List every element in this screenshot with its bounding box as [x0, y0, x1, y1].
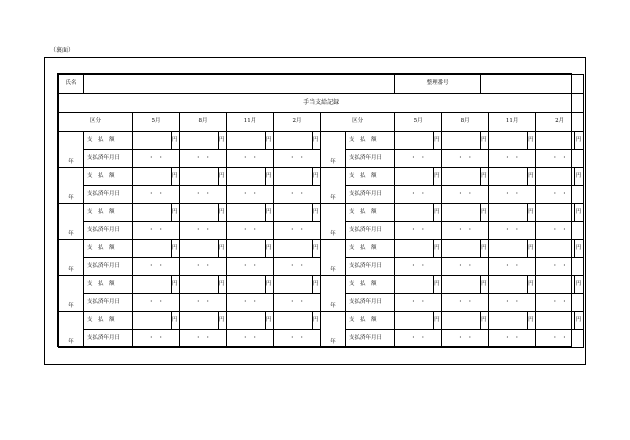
payment-date-field[interactable]: ・・	[536, 186, 584, 204]
payment-date-field[interactable]: ・・	[395, 150, 442, 168]
payment-date-label: 支払済年月日	[84, 150, 133, 168]
amount-label: 支 払 額	[346, 240, 395, 258]
year-cell[interactable]: 年	[59, 168, 84, 204]
payment-date-field[interactable]: ・・	[180, 258, 227, 276]
payment-date-field[interactable]: ・・	[395, 258, 442, 276]
yen-unit: 円	[575, 204, 584, 222]
yen-unit: 円	[219, 312, 227, 330]
yen-unit: 円	[434, 312, 442, 330]
year-cell[interactable]: 年	[321, 276, 346, 312]
year-cell[interactable]: 年	[59, 312, 84, 348]
yen-unit: 円	[481, 312, 489, 330]
payment-date-field[interactable]: ・・	[133, 186, 180, 204]
yen-unit: 円	[219, 132, 227, 150]
yen-unit: 円	[434, 132, 442, 150]
year-cell[interactable]: 年	[321, 168, 346, 204]
payment-date-field[interactable]: ・・	[536, 330, 584, 348]
yen-unit: 円	[313, 168, 321, 186]
yen-unit: 円	[528, 312, 536, 330]
amount-row	[59, 204, 584, 222]
amount-field[interactable]	[227, 132, 266, 150]
payment-date-label: 支払済年月日	[84, 330, 133, 348]
payment-date-field[interactable]: ・・	[395, 294, 442, 312]
yen-unit: 円	[481, 204, 489, 222]
yen-unit: 円	[528, 132, 536, 150]
amount-field[interactable]	[536, 240, 575, 258]
amount-field[interactable]	[442, 312, 481, 330]
yen-unit: 円	[481, 132, 489, 150]
yen-unit: 円	[575, 240, 584, 258]
yen-unit: 円	[313, 204, 321, 222]
payment-date-field[interactable]: ・・	[442, 150, 489, 168]
amount-label: 支 払 額	[84, 240, 133, 258]
amount-field[interactable]	[274, 240, 313, 258]
month-header: 5月	[395, 113, 442, 132]
payment-date-field[interactable]: ・・	[274, 294, 321, 312]
amount-label: 支 払 額	[84, 132, 133, 150]
payment-date-field[interactable]: ・・	[489, 222, 536, 240]
amount-field[interactable]	[227, 312, 266, 330]
payment-date-field[interactable]: ・・	[227, 294, 274, 312]
yen-unit: 円	[266, 276, 274, 294]
amount-label: 支 払 額	[84, 312, 133, 330]
payment-date-field[interactable]: ・・	[442, 186, 489, 204]
yen-unit: 円	[219, 168, 227, 186]
payment-date-field[interactable]: ・・	[489, 258, 536, 276]
amount-field[interactable]	[133, 312, 172, 330]
payment-date-field[interactable]: ・・	[180, 330, 227, 348]
table-title: 手当支給記録	[59, 94, 584, 113]
amount-row	[59, 240, 584, 258]
month-header: 11月	[489, 113, 536, 132]
amount-field[interactable]	[274, 204, 313, 222]
payment-record-table	[58, 74, 584, 348]
amount-field[interactable]	[489, 168, 528, 186]
amount-field[interactable]	[227, 240, 266, 258]
payment-date-field[interactable]: ・・	[442, 258, 489, 276]
yen-unit: 円	[172, 204, 180, 222]
yen-unit: 円	[313, 276, 321, 294]
yen-unit: 円	[313, 240, 321, 258]
record-form	[57, 73, 582, 347]
yen-unit: 円	[266, 132, 274, 150]
amount-label: 支 払 額	[346, 276, 395, 294]
amount-label: 支 払 額	[84, 276, 133, 294]
amount-field[interactable]	[133, 168, 172, 186]
amount-field[interactable]	[536, 204, 575, 222]
payment-date-field[interactable]: ・・	[395, 330, 442, 348]
amount-field[interactable]	[227, 276, 266, 294]
amount-field[interactable]	[227, 204, 266, 222]
yen-unit: 円	[266, 240, 274, 258]
year-cell[interactable]: 年	[321, 240, 346, 276]
payment-date-field[interactable]: ・・	[133, 294, 180, 312]
yen-unit: 円	[434, 276, 442, 294]
payment-date-field[interactable]: ・・	[274, 186, 321, 204]
amount-field[interactable]	[227, 168, 266, 186]
amount-field[interactable]	[180, 168, 219, 186]
amount-field[interactable]	[395, 168, 434, 186]
payment-date-field[interactable]: ・・	[536, 258, 584, 276]
payment-date-field[interactable]: ・・	[442, 294, 489, 312]
yen-unit: 円	[434, 240, 442, 258]
amount-field[interactable]	[536, 168, 575, 186]
payment-date-field[interactable]: ・・	[274, 330, 321, 348]
amount-field[interactable]	[536, 312, 575, 330]
amount-field[interactable]	[395, 312, 434, 330]
yen-unit: 円	[172, 312, 180, 330]
payment-date-field[interactable]: ・・	[180, 186, 227, 204]
yen-unit: 円	[575, 312, 584, 330]
amount-field[interactable]	[133, 240, 172, 258]
payment-date-label: 支払済年月日	[346, 186, 395, 204]
amount-field[interactable]	[489, 276, 528, 294]
yen-unit: 円	[172, 168, 180, 186]
year-cell[interactable]: 年	[321, 312, 346, 348]
year-cell[interactable]: 年	[321, 132, 346, 168]
month-header: 11月	[227, 113, 274, 132]
yen-unit: 円	[313, 312, 321, 330]
payment-date-field[interactable]: ・・	[489, 186, 536, 204]
yen-unit: 円	[575, 168, 584, 186]
month-header: 2月	[536, 113, 584, 132]
amount-field[interactable]	[442, 168, 481, 186]
payment-date-field[interactable]: ・・	[536, 222, 584, 240]
yen-unit: 円	[219, 240, 227, 258]
amount-field[interactable]	[274, 312, 313, 330]
payment-date-field[interactable]: ・・	[442, 330, 489, 348]
payment-date-field[interactable]: ・・	[489, 330, 536, 348]
amount-field[interactable]	[274, 132, 313, 150]
payment-date-field[interactable]: ・・	[395, 222, 442, 240]
amount-label: 支 払 額	[84, 204, 133, 222]
name-field[interactable]	[84, 75, 395, 94]
payment-date-field[interactable]: ・・	[395, 186, 442, 204]
payment-date-label: 支払済年月日	[84, 222, 133, 240]
payment-date-label: 支払済年月日	[346, 294, 395, 312]
amount-field[interactable]	[442, 132, 481, 150]
yen-unit: 円	[266, 168, 274, 186]
year-cell[interactable]: 年	[59, 132, 84, 168]
payment-date-label: 支払済年月日	[84, 294, 133, 312]
payment-date-field[interactable]: ・・	[227, 258, 274, 276]
amount-row	[59, 312, 584, 330]
payment-date-field[interactable]: ・・	[274, 222, 321, 240]
amount-field[interactable]	[133, 276, 172, 294]
number-label: 整理番号	[395, 75, 481, 94]
amount-row	[59, 168, 584, 186]
amount-field[interactable]	[180, 204, 219, 222]
payment-date-field[interactable]: ・・	[489, 150, 536, 168]
yen-unit: 円	[528, 240, 536, 258]
amount-field[interactable]	[489, 132, 528, 150]
title-row	[59, 94, 584, 113]
payment-date-field[interactable]: ・・	[489, 294, 536, 312]
yen-unit: 円	[575, 276, 584, 294]
year-cell[interactable]: 年	[59, 204, 84, 240]
payment-date-field[interactable]: ・・	[227, 150, 274, 168]
amount-field[interactable]	[489, 204, 528, 222]
amount-field[interactable]	[442, 204, 481, 222]
payment-date-field[interactable]: ・・	[536, 150, 584, 168]
payment-date-field[interactable]: ・・	[133, 222, 180, 240]
amount-field[interactable]	[274, 276, 313, 294]
payment-date-field[interactable]: ・・	[274, 150, 321, 168]
payment-date-field[interactable]: ・・	[133, 150, 180, 168]
yen-unit: 円	[481, 168, 489, 186]
amount-label: 支 払 額	[346, 204, 395, 222]
yen-unit: 円	[481, 276, 489, 294]
amount-field[interactable]	[442, 240, 481, 258]
yen-unit: 円	[434, 168, 442, 186]
yen-unit: 円	[172, 276, 180, 294]
payment-date-label: 支払済年月日	[346, 258, 395, 276]
amount-label: 支 払 額	[346, 132, 395, 150]
yen-unit: 円	[528, 276, 536, 294]
year-cell[interactable]: 年	[321, 204, 346, 240]
amount-field[interactable]	[536, 276, 575, 294]
amount-field[interactable]	[442, 276, 481, 294]
yen-unit: 円	[528, 204, 536, 222]
payment-date-label: 支払済年月日	[84, 186, 133, 204]
payment-date-label: 支払済年月日	[346, 222, 395, 240]
amount-field[interactable]	[395, 276, 434, 294]
payment-date-field[interactable]: ・・	[274, 258, 321, 276]
yen-unit: 円	[219, 204, 227, 222]
amount-field[interactable]	[274, 168, 313, 186]
year-cell[interactable]: 年	[59, 276, 84, 312]
amount-field[interactable]	[489, 312, 528, 330]
page-caption: （裏面）	[50, 47, 75, 54]
payment-date-label: 支払済年月日	[84, 258, 133, 276]
yen-unit: 円	[266, 312, 274, 330]
amount-field[interactable]	[180, 312, 219, 330]
payment-date-label: 支払済年月日	[346, 330, 395, 348]
payment-date-field[interactable]: ・・	[180, 222, 227, 240]
yen-unit: 円	[575, 132, 584, 150]
payment-date-label: 支払済年月日	[346, 150, 395, 168]
payment-date-field[interactable]: ・・	[536, 294, 584, 312]
amount-label: 支 払 額	[346, 312, 395, 330]
payment-date-field[interactable]: ・・	[442, 222, 489, 240]
amount-field[interactable]	[133, 132, 172, 150]
category-header: 区分	[321, 113, 395, 132]
payment-date-field[interactable]: ・・	[227, 186, 274, 204]
amount-field[interactable]	[180, 240, 219, 258]
amount-label: 支 払 額	[346, 168, 395, 186]
yen-unit: 円	[172, 132, 180, 150]
payment-date-field[interactable]: ・・	[227, 330, 274, 348]
amount-field[interactable]	[180, 276, 219, 294]
yen-unit: 円	[313, 132, 321, 150]
month-header: 5月	[133, 113, 180, 132]
yen-unit: 円	[528, 168, 536, 186]
month-header: 8月	[180, 113, 227, 132]
month-header: 8月	[442, 113, 489, 132]
category-header: 区分	[59, 113, 133, 132]
amount-field[interactable]	[536, 132, 575, 150]
payment-date-field[interactable]: ・・	[133, 330, 180, 348]
payment-date-field[interactable]: ・・	[180, 150, 227, 168]
amount-field[interactable]	[180, 132, 219, 150]
yen-unit: 円	[266, 204, 274, 222]
amount-row	[59, 276, 584, 294]
amount-field[interactable]	[489, 240, 528, 258]
yen-unit: 円	[481, 240, 489, 258]
name-label: 氏名	[59, 75, 84, 94]
amount-row	[59, 132, 584, 150]
payment-date-field[interactable]: ・・	[133, 258, 180, 276]
yen-unit: 円	[172, 240, 180, 258]
payment-date-field[interactable]: ・・	[227, 222, 274, 240]
amount-field[interactable]	[395, 132, 434, 150]
name-row	[59, 75, 584, 94]
month-header: 2月	[274, 113, 321, 132]
number-field[interactable]	[481, 75, 584, 94]
amount-label: 支 払 額	[84, 168, 133, 186]
payment-date-field[interactable]: ・・	[180, 294, 227, 312]
amount-field[interactable]	[395, 240, 434, 258]
amount-field[interactable]	[133, 204, 172, 222]
yen-unit: 円	[219, 276, 227, 294]
yen-unit: 円	[434, 204, 442, 222]
amount-field[interactable]	[395, 204, 434, 222]
column-header-row	[59, 113, 584, 132]
year-cell[interactable]: 年	[59, 240, 84, 276]
